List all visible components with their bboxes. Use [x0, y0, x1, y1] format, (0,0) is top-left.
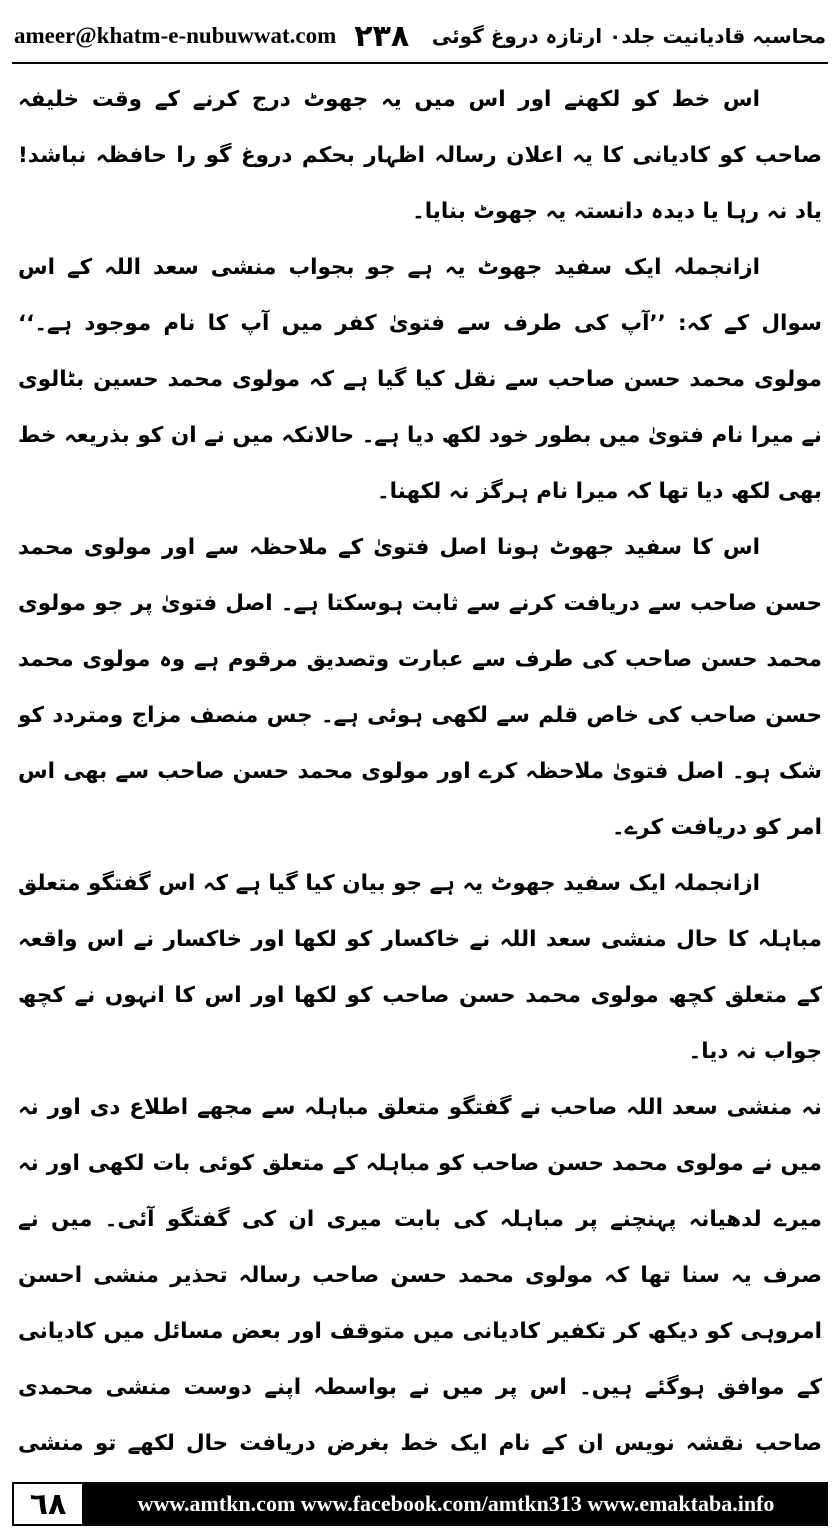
header-page-number: ۲۳۸ — [354, 18, 410, 54]
footer-website-links[interactable]: www.amtkn.com www.facebook.com/amtkn313 www.emaktaba.info — [137, 1491, 775, 1516]
paragraph: اس خط کو لکھنے اور اس میں یہ جھوٹ درج کرنے کے وقت خلیفہ صاحب کو کادیانی کا یہ اعلان رسالہ اظہار بحکم دروغ گو را حافظہ نباشد! یاد نہ رہا یا دیدہ دانستہ یہ جھوٹ بنایا۔ — [18, 87, 822, 224]
header-book-title: محاسبہ قادیانیت جلد۰ ارتازہ دروغ گوئی — [431, 24, 826, 48]
paragraph: ازانجملہ ایک سفید جھوٹ یہ ہے جو بجواب منشی سعد اللہ کے اس سوال کے کہ: ’’آپ کی طرف سے فتویٰ کفر میں آپ کا نام موجود ہے۔‘‘ مولوی محمد حسن صاحب سے نقل کیا گیا ہے کہ مولوی محمد حسین بٹالوی نے میرا نام فتویٰ میں بطور خود لکھ دیا ہے۔ حالانکہ میں نے ان کو بذریعہ خط بھی لکھ دیا تھا کہ میرا نام ہرگز نہ لکھنا۔ — [18, 255, 822, 504]
page-body — [18, 72, 822, 1460]
page-footer — [12, 1482, 828, 1526]
page-header — [14, 14, 826, 58]
header-left — [14, 19, 409, 54]
paragraph: اس کا سفید جھوٹ ہونا اصل فتویٰ کے ملاحظہ سے اور مولوی محمد حسن صاحب سے دریافت کرنے سے ثابت ہوسکتا ہے۔ اصل فتویٰ پر جو مولوی محمد حسن صاحب کی طرف سے عبارت وتصدیق مرقوم ہے وہ مولوی محمد حسن صاحب کی خاص قلم سے لکھی ہوئی ہے۔ جس منصف مزاج ومتردد کو شک ہو۔ اصل فتویٰ ملاحظہ کرے اور مولوی محمد حسن صاحب سے بھی اس امر کو دریافت کرے۔ — [18, 535, 822, 840]
paragraph: نہ منشی سعد اللہ صاحب نے گفتگو متعلق مباہلہ سے مجھے اطلاع دی اور نہ میں نے مولوی محمد حسن صاحب کو مباہلہ کے متعلق کوئی بات لکھی اور نہ میرے لدھیانہ پہنچنے پر مباہلہ کی بابت میری ان کی گفتگو آئی۔ میں نے صرف یہ سنا تھا کہ مولوی محمد حسن صاحب رسالہ تحذیر منشی احسن امروہی کو دیکھ کر تکفیر کادیانی میں متوقف اور بعض مسائل میں کادیانی کے موافق ہوگئے ہیں۔ اس پر میں نے بواسطہ اپنے دوست منشی محمدی صاحب نقشہ نویس ان کے نام ایک خط بغرض دریافت حال لکھے تو منشی — [18, 1095, 822, 1456]
paragraph: ازانجملہ ایک سفید جھوٹ یہ ہے جو بیان کیا گیا ہے کہ اس گفتگو متعلق مباہلہ کا حال منشی سعد اللہ نے خاکسار کو لکھا اور خاکسار نے اس واقعہ کے متعلق کچھ مولوی محمد حسن صاحب کو لکھا اور اس کا انہوں نے کچھ جواب نہ دیا۔ — [18, 871, 822, 1064]
header-email[interactable]: ameer@khatm-e-nubuwwat.com — [14, 23, 337, 48]
header-rule — [12, 62, 828, 64]
footer-page-number: ٦٨ — [12, 1482, 84, 1526]
